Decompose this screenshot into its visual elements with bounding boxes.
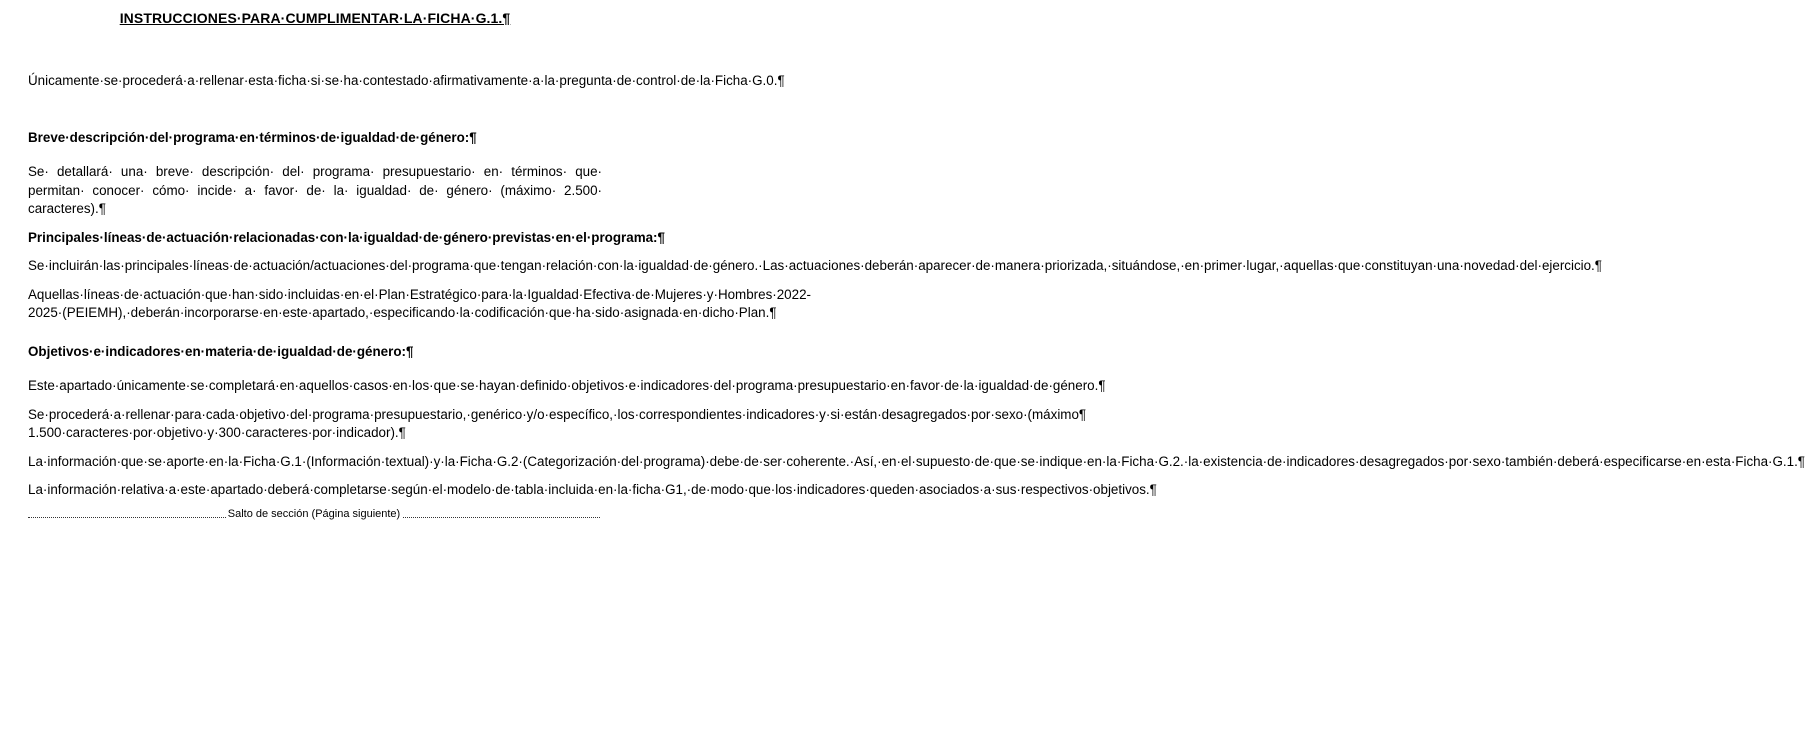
- document-title: INSTRUCCIONES·PARA·CUMPLIMENTAR·LA·FICHA·G.1.¶: [119, 10, 511, 26]
- section-heading-description: Breve·descripción·del·programa·en·términos·de·igualdad·de·género:¶: [28, 129, 477, 145]
- objectives-paragraph-4: [28, 481, 1157, 520]
- section-heading-lines: Principales·líneas·de·actuación·relacionadas·con·la·igualdad·de·género·previstas·en·el·programa:¶: [28, 229, 665, 245]
- intro-paragraph: Únicamente·se·procederá·a·rellenar·esta·ficha·si·se·ha·contestado·afirmativamente·a·la·pregunta·de·control·de·la·Ficha·G.0.¶: [28, 73, 785, 88]
- objectives-paragraph-1: Este·apartado·únicamente·se·completará·en·aquellos·casos·en·los·que·se·hayan·definido·objetivos·e·indicadores·del·programa·presupuestario·en·favor·de·la·igualdad·de·género.¶: [28, 378, 1106, 393]
- lines-paragraph-1: Se·incluirán·las·principales·líneas·de·actuación/actuaciones·del·programa·que·tengan·relación·con·la·igualdad·de·género.·Las·actuaciones·deberán·aparecer·de·manera·priorizada,·situándose,·en·primer·lugar,·aquellas·que·constituyan·una·novedad·del·ejercicio.¶: [28, 258, 1602, 273]
- description-paragraph: Se· detallará· una· breve· descripción· del· programa· presupuestario· en· términos· que· permitan· conocer· cómo· incide· a· favor· de· la· igualdad· de· género· (máximo· 2.500· caracteres).¶: [28, 164, 602, 216]
- paragraph-mark: ¶: [1149, 482, 1157, 497]
- section-break-label: Salto de sección (Página siguiente): [227, 507, 401, 520]
- lines-paragraph-2: Aquellas·líneas·de·actuación·que·han·sido·incluidas·en·el·Plan·Estratégico·para·la·Igualdad·Efectiva·de·Mujeres·y·Hombres·2022-2025·(PEIEMH),·deberán·incorporarse·en·este·apartado,·especificando·la·codificación·que·ha·sido·asignada·en·dicho·Plan.¶: [28, 286, 811, 320]
- objectives-paragraph-4-text: La·información·relativa·a·este·apartado·deberá·completarse·según·el·modelo·de·tabla·incluida·en·la·ficha·G1,·de·modo·que·los·indicadores·queden·asociados·a·sus·respectivos·objetivos.: [28, 482, 1150, 497]
- objectives-paragraph-3: La·información·que·se·aporte·en·la·Ficha·G.1·(Información·textual)·y·la·Ficha·G.2·(Categorización·del·programa)·debe·de·ser·coherente.·Así,·en·el·supuesto·de·que·se·indique·en·la·Ficha·G.2.·la·existencia·de·indicadores·desagregados·por·sexo·también·deberá·especificarse·en·esta·Ficha·G.1.¶: [28, 453, 1805, 469]
- section-heading-objectives: Objetivos·e·indicadores·en·materia·de·igualdad·de·género:¶: [28, 343, 414, 359]
- section-break-marker: [28, 504, 600, 518]
- objectives-paragraph-2: Se·procederá·a·rellenar·para·cada·objetivo·del·programa·presupuestario,·genérico·y/o·específico,·los·correspondientes·indicadores·y·si·están·desagregados·por·sexo·(máximo¶ 1.500·caracteres·por·objetivo·y·300·caracteres·por·indicador).¶: [28, 406, 1087, 440]
